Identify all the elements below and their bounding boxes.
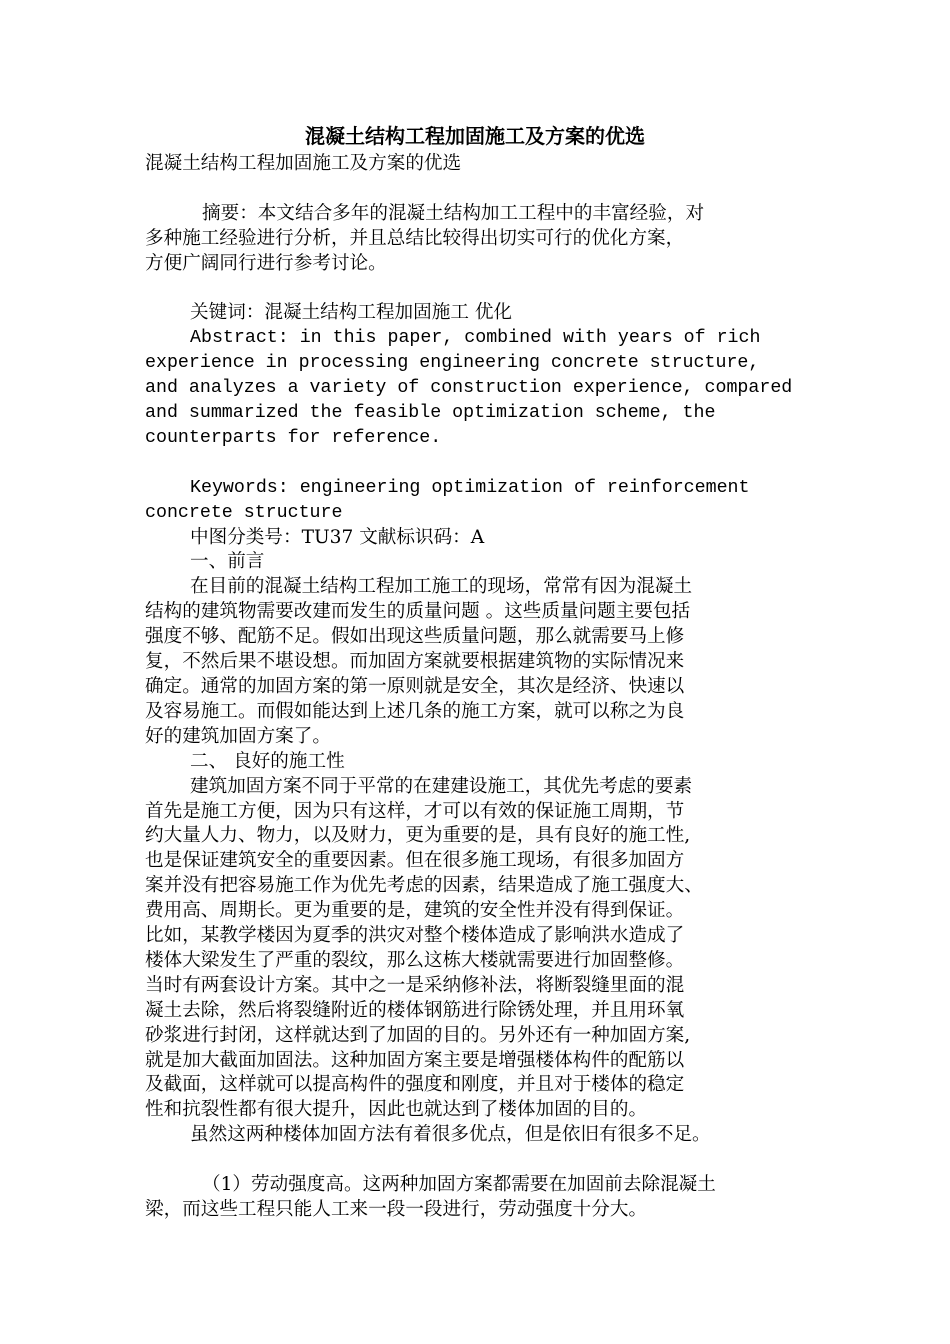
point1-line: 梁，而这些工程只能人工来一段一段进行，劳动强度十分大。 bbox=[145, 1199, 648, 1220]
abstract-en-line: and analyzes a variety of construction experience, compared bbox=[145, 378, 793, 399]
section2-line: 性和抗裂性都有很大提升，因此也就达到了楼体加固的目的。 bbox=[145, 1099, 648, 1121]
section2-line: 费用高、周期长。更为重要的是，建筑的安全性并没有得到保证。 bbox=[145, 900, 685, 922]
document-body bbox=[145, 152, 807, 1223]
section2-continue: 虽然这两种楼体加固方法有着很多优点，但是依旧有很多不足。 bbox=[190, 1124, 711, 1146]
section2-line: 及截面，这样就可以提高构件的强度和刚度，并且对于楼体的稳定 bbox=[145, 1074, 685, 1096]
classification-line: 中图分类号：TU37 文献标识码：A bbox=[190, 526, 485, 548]
section2-line: 楼体大梁发生了严重的裂纹，那么这栋大楼就需要进行加固整修。 bbox=[145, 949, 685, 971]
spacer bbox=[145, 451, 807, 476]
abstract-en-line: Abstract: in this paper, combined with years of rich bbox=[190, 328, 761, 349]
abstract-zh-line: 多种施工经验进行分析，并且总结比较得出切实可行的优化方案， bbox=[145, 227, 685, 249]
section1-line: 在目前的混凝土结构工程加工施工的现场，常常有因为混凝土 bbox=[190, 576, 693, 598]
keywords-en-line: Keywords: engineering optimization of reinforcement bbox=[190, 477, 750, 498]
section2-line: 也是保证建筑安全的重要因素。但在很多施工现场，有很多加固方 bbox=[145, 850, 685, 872]
abstract-zh-line: 摘要：本文结合多年的混凝土结构加工工程中的丰富经验，对 bbox=[202, 202, 705, 224]
keywords-zh: 关键词：混凝土结构工程加固施工 优化 bbox=[190, 302, 513, 324]
abstract-en-line: counterparts for reference. bbox=[145, 427, 442, 448]
section1-line: 确定。通常的加固方案的第一原则就是安全，其次是经济、快速以 bbox=[145, 675, 685, 697]
section2-line: 案并没有把容易施工作为优先考虑的因素，结果造成了施工强度大、 bbox=[145, 875, 703, 897]
section2-line: 凝土去除，然后将裂缝附近的楼体钢筋进行除锈处理，并且用环氧 bbox=[145, 999, 685, 1021]
spacer bbox=[145, 177, 807, 202]
spacer bbox=[145, 277, 807, 302]
section1-line: 好的建筑加固方案了。 bbox=[145, 725, 331, 747]
section1-line: 结构的建筑物需要改建而发生的质量问题 。这些质量问题主要包括 bbox=[145, 601, 691, 623]
abstract-zh-line: 方便广阔同行进行参考讨论。 bbox=[145, 252, 387, 274]
section2-line: 当时有两套设计方案。其中之一是采纳修补法，将断裂缝里面的混 bbox=[145, 974, 685, 996]
section-heading-intro: 一、前言 bbox=[190, 551, 265, 573]
section2-line: 约大量人力、物力，以及财力，更为重要的是，具有良好的施工性, bbox=[145, 825, 691, 847]
section1-line: 复，不然后果不堪设想。而加固方案就要根据建筑物的实际情况来 bbox=[145, 651, 685, 673]
section2-line: 首先是施工方便，因为只有这样，才可以有效的保证施工周期，节 bbox=[145, 800, 685, 822]
point1-line: （1）劳动强度高。这两种加固方案都需要在加固前去除混凝土 bbox=[202, 1174, 716, 1196]
section2-line: 比如，某教学楼因为夏季的洪灾对整个楼体造成了影响洪水造成了 bbox=[145, 925, 685, 947]
document-subtitle: 混凝土结构工程加固施工及方案的优选 bbox=[145, 153, 462, 174]
abstract-en-line: experience in processing engineering concrete structure, bbox=[145, 353, 760, 374]
document-title: 混凝土结构工程加固施工及方案的优选 bbox=[305, 126, 645, 148]
section2-line: 建筑加固方案不同于平常的在建建设施工，其优先考虑的要素 bbox=[190, 775, 693, 797]
section1-line: 及容易施工。而假如能达到上述几条的施工方案，就可以称之为良 bbox=[145, 700, 685, 722]
abstract-en-line: and summarized the feasible optimization scheme, the bbox=[145, 403, 716, 424]
spacer bbox=[145, 1148, 807, 1173]
keywords-en-line: concrete structure bbox=[145, 502, 343, 523]
section2-line: 就是加大截面加固法。这种加固方案主要是增强楼体构件的配筋以 bbox=[145, 1049, 685, 1071]
section1-line: 强度不够、配筋不足。假如出现这些质量问题，那么就需要马上修 bbox=[145, 626, 685, 648]
section2-line: 砂浆进行封闭，这样就达到了加固的目的。另外还有一种加固方案, bbox=[145, 1024, 691, 1046]
section-heading-constructability: 二、 良好的施工性 bbox=[190, 750, 345, 772]
